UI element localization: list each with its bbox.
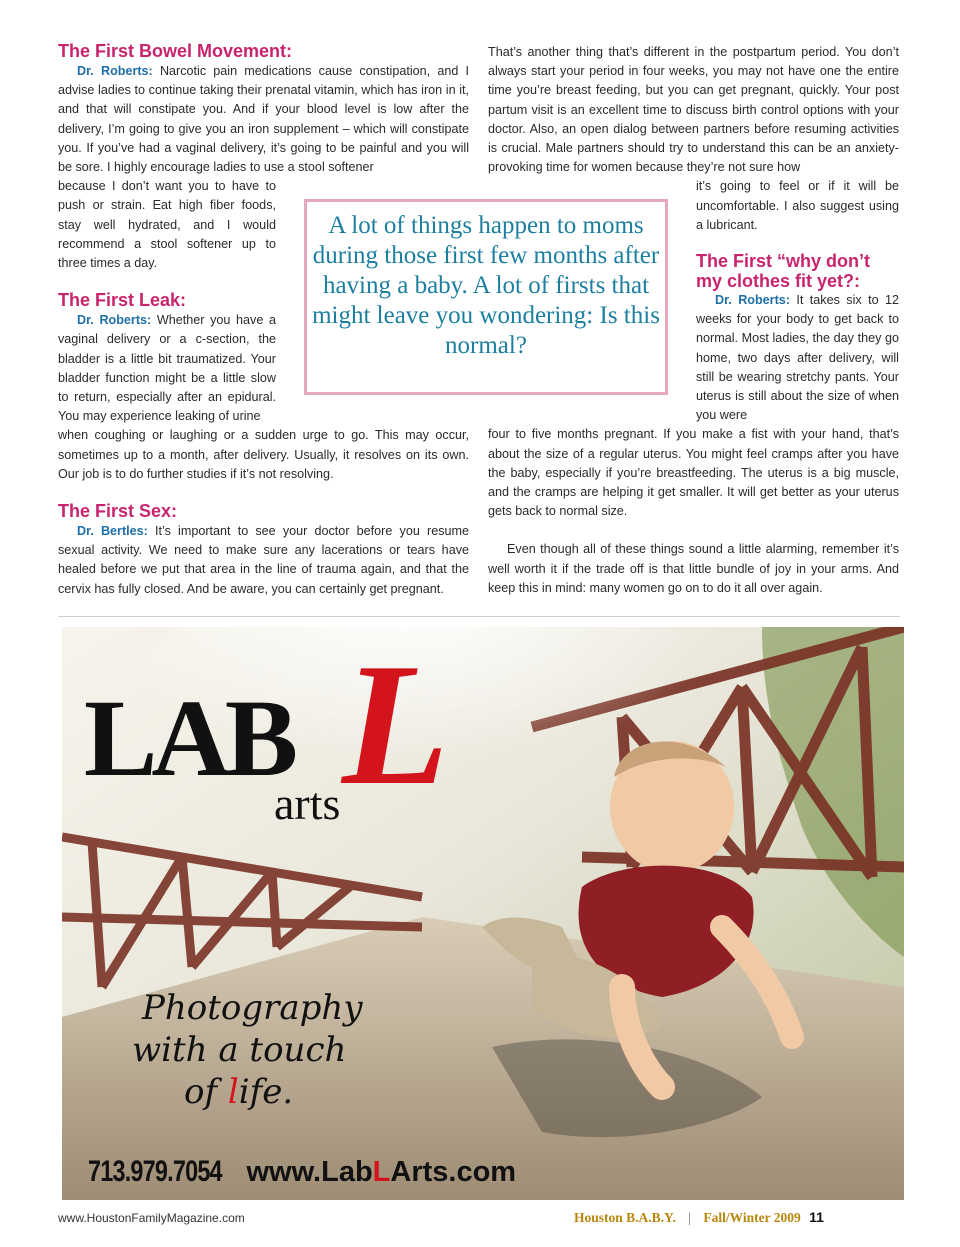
heading-bowel: The First Bowel Movement: [58,41,293,61]
footer-separator: | [688,1210,691,1225]
page-number: 11 [809,1209,824,1225]
speaker-label: Dr. Roberts: [77,313,152,328]
footer-magazine [574,1209,824,1226]
paragraph-bowel-wide: Dr. Roberts: Narcotic pain medications cause constipation, and I advise ladies to continue taking their prenatal vitamin, which has iron in it, and that will constipate you. And if your blood level is low after the delivery, I’m going to give you an iron supplement – which will constipate you. If you’ve had a vaginal delivery, it’s going to be painful and you will be sore. I highly encourage ladies to use a stool softener [58,64,469,175]
paragraph-right-top: That’s another thing that’s different in the postpartum period. You don’t always start your period in four weeks, you may not have one the entire time you’re breast feeding, but you can get pregnant, quickly. Your post partum visit is an excellent time to discuss birth control options with your doctor. Also, an open dialog between partners before resuming activities is crucial. Male partners should try to understand this can be an anxiety-provoking time for women because they’re not sure how [488,45,899,175]
logo-lab-text: LAB [84,677,293,799]
speaker-label: Dr. Bertles: [77,524,148,539]
heading-sex: The First Sex: [58,501,178,522]
tagline-line-1: Photography [142,988,363,1028]
heading-leak: The First Leak: [58,290,187,311]
ad-phone[interactable]: 713.979.7054 [88,1155,222,1188]
pull-quote: A lot of things happen to moms during those first few months after having a baby. A lot of firsts that might leave you wondering: Is this normal? [304,199,668,395]
advertisement[interactable] [62,627,904,1200]
paragraph-sex: Dr. Bertles: It’s important to see your doctor before you resume sexual activity. We need to make sure any lacerations or tears have healed before we put that area in the line of trauma again, and that the cervix has fully closed. And be aware, you can certainly get pregnant. [58,524,470,596]
paragraph-clothes-wide: four to five months pregnant. If you make a fist with your hand, that’s about the size of a regular uterus. You might feel cramps after you have the baby, especially if you’re breastfeeding. The uterus is a big muscle, and the cramps are helping it get smaller. It will get better as your uterus gets back to normal size. [488,427,899,519]
ad-website[interactable]: www.LabLArts.com [246,1156,517,1188]
paragraph-leak-narrow: Dr. Roberts: Whether you have a vaginal delivery or a c-section, the bladder is a little bit traumatized. Your bladder function might be a little slow to return, especially after an epidural. You may experience leaking of urine [58,313,276,424]
paragraph-bowel-narrow: because I don’t want you to have to push or strain. Eat high fiber foods, stay well hydrated, and I would recommend a stool softener up to three times a day. [58,179,276,271]
speaker-label: Dr. Roberts: [77,64,153,78]
speaker-label: Dr. Roberts: [715,293,790,308]
ad-contact [88,1154,516,1190]
footer-magazine-name: Houston B.A.B.Y. [574,1210,676,1225]
heading-clothes: The First “why don’t my clothes fit yet?: [696,251,870,292]
paragraph-leak-wide: when coughing or laughing or a sudden urge to go. This may occur, sometimes up to a month, after delivery. Usually, it resolves on its own. Our job is to do further studies if it’s not resolving. [58,428,469,481]
paragraph-closing: Even though all of these things sound a little alarming, remember it’s well worth it if the trade off is that little bundle of joy in your arms. And keep this in mind: many women go on to do it all over again. [488,542,899,595]
right-narrow-block [696,177,899,425]
tagline-line-2: with a touch [132,1030,347,1070]
ad-logo [84,627,484,835]
divider [58,616,900,617]
ad-tagline [132,987,432,1113]
paragraph-right-narrow: it’s going to feel or if it will be uncomfortable. I also suggest using a lubricant. [696,179,899,232]
logo-arts-text: arts [274,778,341,829]
tagline-line-3: of life. [184,1072,294,1112]
paragraph-clothes-narrow: Dr. Roberts: It takes six to 12 weeks for your body to get back to normal. Most ladies, the day they go home, two days after delivery, will still be wearing stretchy pants. Your uterus is still about the size of when you were [696,293,900,423]
footer-issue: Fall/Winter 2009 [703,1210,801,1225]
footer-website[interactable]: www.HoustonFamilyMagazine.com [58,1211,245,1225]
logo-l-letter: L [342,627,449,821]
